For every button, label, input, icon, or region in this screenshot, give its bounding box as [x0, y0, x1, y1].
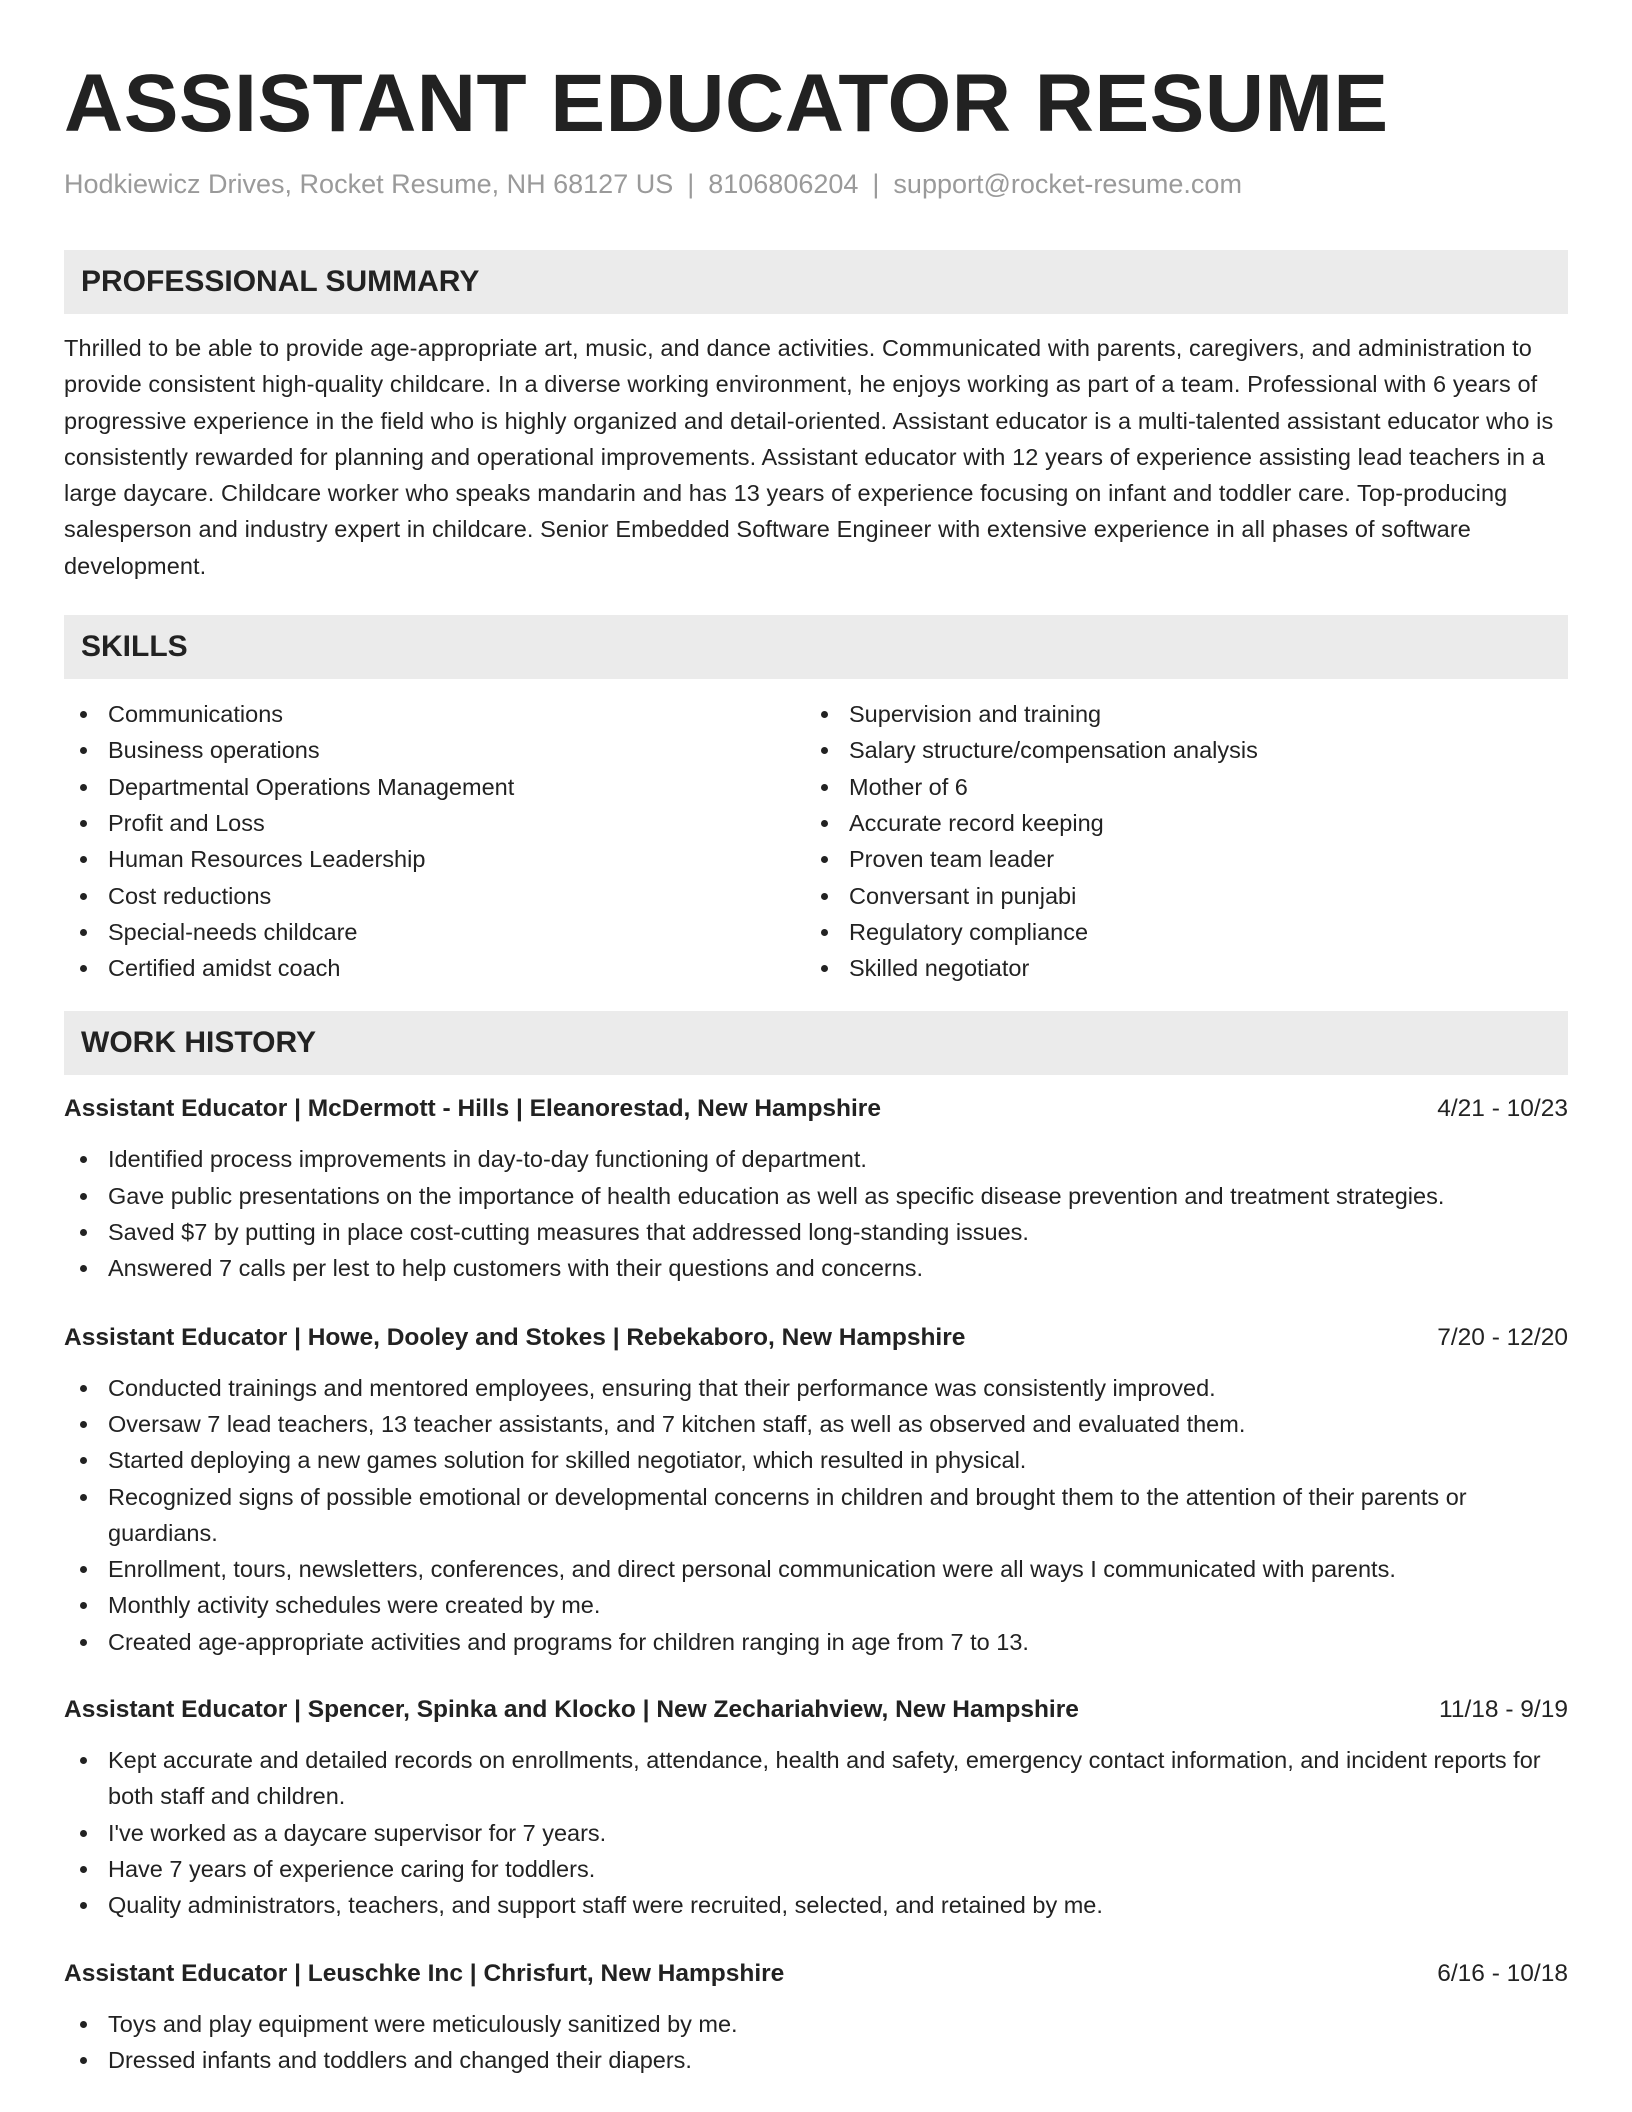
summary-text: Thrilled to be able to provide age-appropriate art, music, and dance activities. Communicated with parents, caregivers, and administration to provide consistent high-quality childcare. In a diverse working environment, he enjoys working as part of a team. Professional with 6 years of progressive experience in the field who is highly organized and detail-oriented. Assistant educator is a multi-talented assistant educator who is consistently rewarded for planning and operational improvements. Assistant educator with 12 years of experience assisting lead teachers in a large daycare. Childcare worker who speaks mandarin and has 13 years of experience focusing on infant and toddler care. Top-producing salesperson and industry expert in childcare. Senior Embedded Software Engineer with extensive experience in all phases of software development.: [64, 335, 1554, 579]
job-entry: [64, 1692, 1568, 1923]
job-entry: [64, 1091, 1568, 1286]
job-bullet: Kept accurate and detailed records on enrollments, attendance, health and safety, emergency contact information, and incident reports for both staff and children.: [64, 1742, 1568, 1815]
skill-item: Supervision and training: [805, 696, 1546, 732]
skill-item: Human Resources Leadership: [64, 841, 805, 877]
job-bullet: I've worked as a daycare supervisor for 7 years.: [64, 1815, 1568, 1851]
job-dates: 6/16 - 10/18: [1437, 1959, 1568, 1987]
skill-item: Cost reductions: [64, 878, 805, 914]
job-bullets: [64, 1141, 1568, 1286]
job-bullet: Identified process improvements in day-to-day functioning of department.: [64, 1141, 1568, 1177]
skill-item: Departmental Operations Management: [64, 769, 805, 805]
job-dates: 11/18 - 9/19: [1439, 1696, 1568, 1724]
contact-separator: |: [872, 169, 880, 199]
skills-column-left: [64, 696, 805, 986]
job-dates: 4/21 - 10/23: [1437, 1095, 1568, 1123]
job-header: [64, 1956, 1568, 1992]
job-heading: Assistant Educator | Howe, Dooley and Stokes | Rebekaboro, New Hampshire: [64, 1323, 966, 1351]
skill-item: Accurate record keeping: [805, 805, 1546, 841]
contact-address: Hodkiewicz Drives, Rocket Resume, NH 68127 US: [64, 169, 674, 199]
job-bullet: Oversaw 7 lead teachers, 13 teacher assistants, and 7 kitchen staff, as well as observed and evaluated them.: [64, 1406, 1568, 1442]
job-heading: Assistant Educator | Spencer, Spinka and Klocko | New Zechariahview, New Hampshire: [64, 1696, 1079, 1724]
job-dates: 7/20 - 12/20: [1437, 1323, 1568, 1351]
skill-item: Communications: [64, 696, 805, 732]
skill-item: Mother of 6: [805, 769, 1546, 805]
skill-item: Regulatory compliance: [805, 914, 1546, 950]
job-bullet: Dressed infants and toddlers and changed their diapers.: [64, 2042, 1568, 2078]
skills-column-right: [805, 696, 1546, 986]
job-bullet: Saved $7 by putting in place cost-cutting measures that addressed long-standing issues.: [64, 1214, 1568, 1250]
skill-item: Special-needs childcare: [64, 914, 805, 950]
job-header: [64, 1091, 1568, 1127]
job-bullet: Quality administrators, teachers, and support staff were recruited, selected, and retained by me.: [64, 1887, 1568, 1923]
job-bullet: Recognized signs of possible emotional or developmental concerns in children and brought them to the attention of their parents or guardians.: [64, 1479, 1568, 1552]
contact-email: support@rocket-resume.com: [893, 169, 1242, 199]
skill-item: Salary structure/compensation analysis: [805, 732, 1546, 768]
job-bullets: [64, 1742, 1568, 1923]
job-entry: [64, 1320, 1568, 1660]
contact-separator: |: [687, 169, 695, 199]
skill-item: Certified amidst coach: [64, 950, 805, 986]
job-bullet: Conducted trainings and mentored employees, ensuring that their performance was consistently improved.: [64, 1370, 1568, 1406]
contact-phone: 8106806204: [708, 169, 859, 199]
skill-item: Profit and Loss: [64, 805, 805, 841]
job-bullet: Answered 7 calls per lest to help customers with their questions and concerns.: [64, 1250, 1568, 1286]
job-heading: Assistant Educator | McDermott - Hills | Eleanorestad, New Hampshire: [64, 1095, 881, 1123]
skill-item: Skilled negotiator: [805, 950, 1546, 986]
skills-list: [64, 696, 1568, 986]
job-bullet: Have 7 years of experience caring for toddlers.: [64, 1851, 1568, 1887]
contact-line: [64, 166, 1568, 202]
job-bullets: [64, 1370, 1568, 1660]
skill-item: Proven team leader: [805, 841, 1546, 877]
job-bullet: Toys and play equipment were meticulously sanitized by me.: [64, 2006, 1568, 2042]
section-title-work-history: WORK HISTORY: [64, 1011, 1568, 1075]
resume-title: ASSISTANT EDUCATOR RESUME: [64, 58, 1389, 149]
skill-item: Conversant in punjabi: [805, 878, 1546, 914]
section-title-summary: PROFESSIONAL SUMMARY: [64, 250, 1568, 314]
job-bullet: Created age-appropriate activities and programs for children ranging in age from 7 to 13.: [64, 1624, 1568, 1660]
job-entry: [64, 1956, 1568, 2079]
job-bullet: Gave public presentations on the importance of health education as well as specific disease prevention and treatment strategies.: [64, 1178, 1568, 1214]
job-bullets: [64, 2006, 1568, 2079]
job-header: [64, 1320, 1568, 1356]
job-heading: Assistant Educator | Leuschke Inc | Chrisfurt, New Hampshire: [64, 1959, 785, 1987]
section-title-skills: SKILLS: [64, 615, 1568, 679]
skill-item: Business operations: [64, 732, 805, 768]
job-bullet: Monthly activity schedules were created by me.: [64, 1587, 1568, 1623]
job-bullet: Enrollment, tours, newsletters, conferences, and direct personal communication were all ways I communicated with parents.: [64, 1551, 1568, 1587]
job-header: [64, 1692, 1568, 1728]
job-bullet: Started deploying a new games solution for skilled negotiator, which resulted in physical.: [64, 1442, 1568, 1478]
